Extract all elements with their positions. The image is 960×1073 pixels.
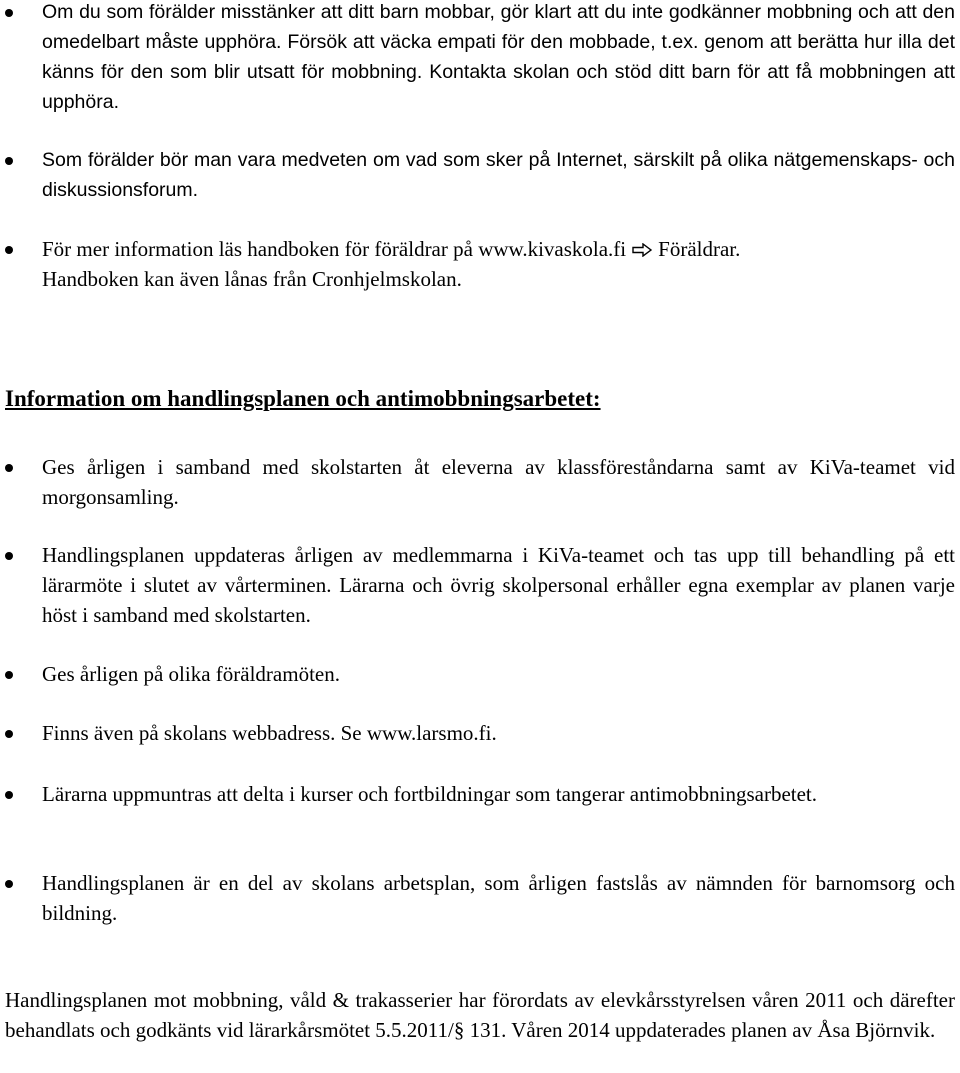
bullet-text: Handlingsplanen uppdateras årligen av medlemmarna i KiVa-teamet och tas upp till behandling på ett lärarmöte i slutet av vårterminen. Lärarna och övrig skolpersonal erhåller egna exemplar av planen varje höst i samband med skolstarten. bbox=[42, 543, 955, 627]
bullet-text: Lärarna uppmuntras att delta i kurser och fortbildningar som tangerar antimobbningsarbetet. bbox=[42, 782, 818, 806]
bullet-text: Ges årligen i samband med skolstarten åt eleverna av klassföreståndarna samt av KiVa-teamet vid morgonsamling. bbox=[42, 455, 955, 509]
bullet-text: Om du som förälder misstänker att ditt barn mobbar, gör klart att du inte godkänner mobbning och att den omedelbart måste upphöra. Försök att väcka empati för den mobbade, t.ex. genom att berätta hur illa det känns för den som blir utsatt för mobbning. Kontakta skolan och stöd ditt barn för att få mobbningen att upphöra. bbox=[42, 1, 955, 113]
bullet-dot bbox=[5, 464, 13, 472]
bullet-dot bbox=[5, 9, 13, 17]
arrow-right-icon bbox=[632, 243, 652, 257]
bullet-text: Handlingsplanen är en del av skolans arbetsplan, som årligen fastslås av nämnden för barnomsorg och bildning. bbox=[42, 871, 955, 925]
list-item bbox=[5, 0, 960, 117]
bullet-text: Som förälder bör man vara medveten om vad som sker på Internet, särskilt på olika nätgemenskaps- och diskussionsforum. bbox=[42, 149, 955, 201]
bullet-dot bbox=[5, 671, 13, 679]
bullet-dot bbox=[5, 157, 13, 165]
bullet-dot bbox=[5, 791, 13, 799]
list-item bbox=[5, 868, 960, 928]
bullet-dot bbox=[5, 880, 13, 888]
info-line-2: Handboken kan även lånas från Cronhjelmskolan. bbox=[42, 267, 462, 291]
bullet-dot bbox=[5, 730, 13, 738]
list-item bbox=[5, 659, 960, 689]
list-item bbox=[5, 234, 960, 294]
section-heading: Information om handlingsplanen och antimobbningsarbetet: bbox=[5, 386, 601, 411]
bullet-dot bbox=[5, 246, 13, 254]
bullet-dot bbox=[5, 552, 13, 560]
list-item bbox=[5, 145, 960, 205]
parents-label: Föräldrar. bbox=[658, 237, 741, 261]
list-item bbox=[5, 718, 960, 748]
bullet-text: Finns även på skolans webbadress. Se www.larsmo.fi. bbox=[42, 721, 497, 745]
info-text: För mer information läs handboken för föräldrar på www.kivaskola.fi bbox=[42, 237, 627, 261]
footer-paragraph: Handlingsplanen mot mobbning, våld & trakasserier har förordats av elevkårsstyrelsen våren 2011 och därefter behandlats och godkänts vid lärarkårsmötet 5.5.2011/§ 131. Våren 2014 uppdaterades planen av Åsa Björnvik. bbox=[5, 988, 955, 1042]
list-item bbox=[5, 452, 960, 512]
bullet-text bbox=[42, 234, 955, 294]
bullet-text: Ges årligen på olika föräldramöten. bbox=[42, 662, 340, 686]
list-item bbox=[5, 540, 960, 630]
list-item bbox=[5, 779, 960, 809]
